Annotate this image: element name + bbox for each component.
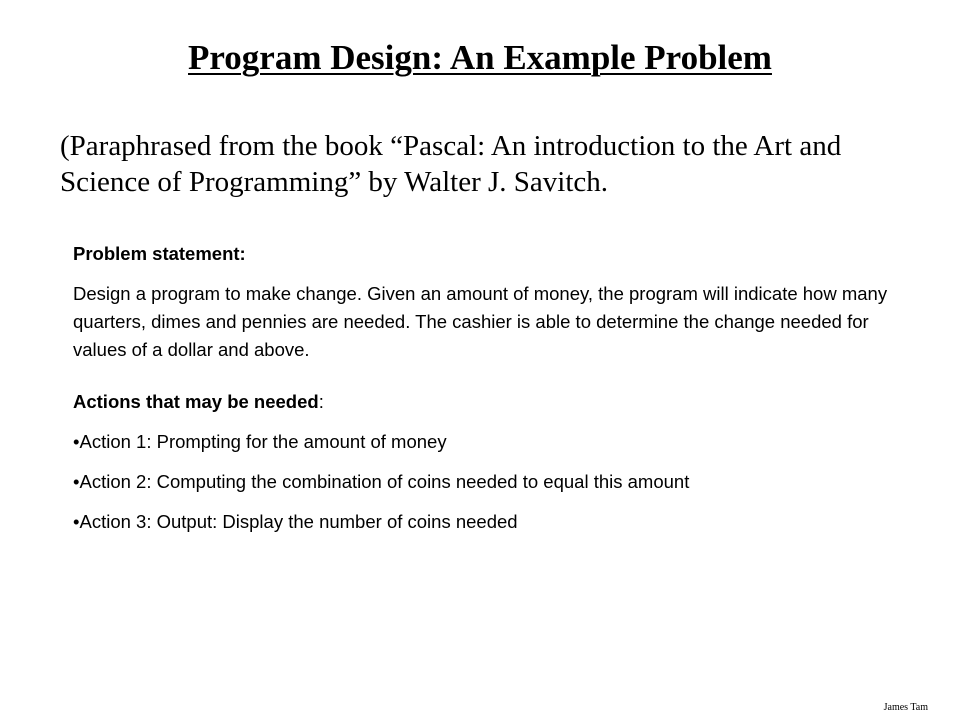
- action-item-1: •Action 1: Prompting for the amount of money: [73, 431, 447, 452]
- problem-heading: Problem statement:: [73, 243, 246, 264]
- action-item-3: •Action 3: Output: Display the number of coins needed: [73, 511, 518, 532]
- actions-heading-colon: :: [318, 391, 324, 412]
- actions-heading-label: Actions that may be needed: [73, 391, 319, 412]
- slide-title: Program Design: An Example Problem: [188, 38, 772, 77]
- author-footer: James Tam: [883, 702, 928, 713]
- problem-text: Design a program to make change. Given an amount of money, the program will indicate how many quarters, dimes and pennies are needed. The cashier is able to determine the change needed for values of a dollar and above.: [73, 283, 888, 360]
- actions-heading: [73, 388, 893, 416]
- slide-body: [73, 240, 893, 548]
- slide-subtitle: (Paraphrased from the book “Pascal: An introduction to the Art and Science of Programming” by Walter J. Savitch.: [60, 130, 842, 198]
- action-item-2: •Action 2: Computing the combination of coins needed to equal this amount: [73, 471, 690, 492]
